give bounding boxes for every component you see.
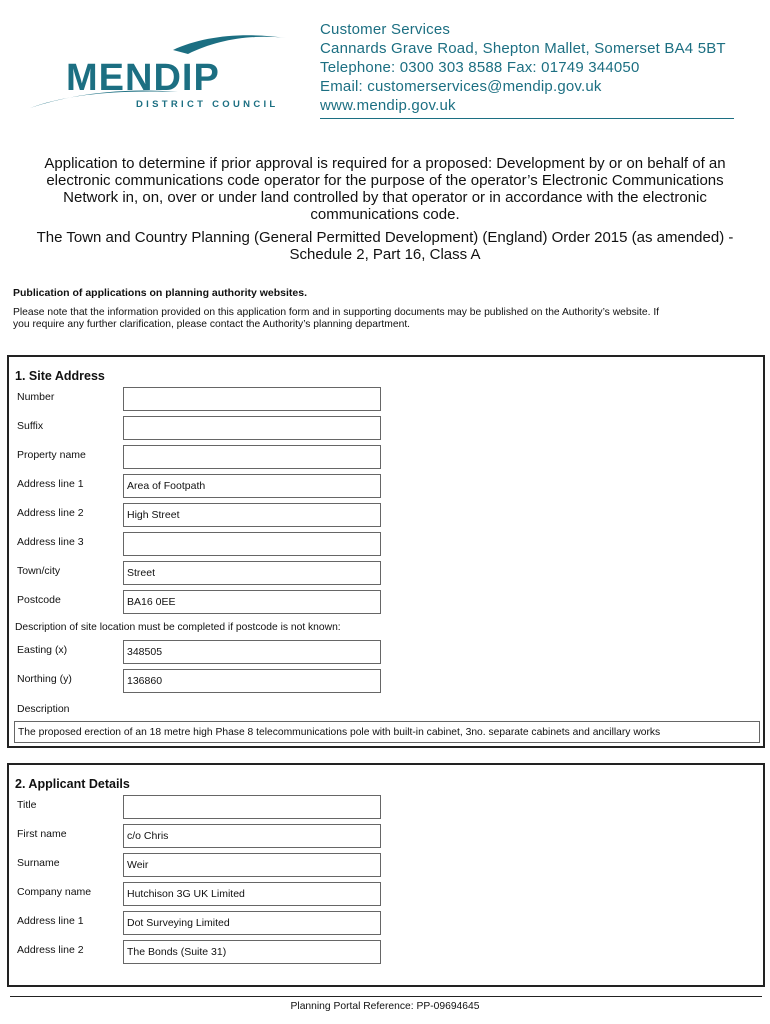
applicant-title-field[interactable]	[123, 795, 381, 819]
site-address-line1-field[interactable]: Area of Footpath	[123, 474, 381, 498]
location-note: Description of site location must be completed if postcode is not known:	[15, 622, 341, 633]
site-number-field[interactable]	[123, 387, 381, 411]
publication-heading: Publication of applications on planning authority websites.	[13, 287, 308, 299]
order-line: Schedule 2, Part 16, Class A	[289, 246, 481, 263]
field-label: Surname	[17, 857, 60, 869]
council-logo	[28, 30, 290, 114]
field-label: Suffix	[17, 420, 44, 432]
applicant-first-name-field[interactable]: c/o Chris	[123, 824, 381, 848]
field-label: First name	[17, 828, 67, 840]
field-label: Company name	[17, 886, 92, 898]
field-label: Number	[17, 391, 55, 403]
field-label: Address line 3	[17, 536, 84, 548]
order-reference	[14, 229, 756, 263]
publication-text	[13, 307, 758, 331]
site-description-field[interactable]: The proposed erection of an 18 metre high Phase 8 telecommunications pole with built-in cabinet, 3no. separate cabinets and ancillary works	[14, 721, 760, 743]
site-suffix-field[interactable]	[123, 416, 381, 440]
northing-field[interactable]: 136860	[123, 669, 381, 693]
field-label: Description	[17, 703, 70, 715]
applicant-surname-field[interactable]: Weir	[123, 853, 381, 877]
contact-divider	[320, 118, 734, 119]
mendip-swoosh-logo	[28, 30, 290, 114]
field-label: Postcode	[17, 594, 61, 606]
planning-portal-reference: Planning Portal Reference: PP-09694645	[290, 1001, 480, 1012]
site-postcode-field[interactable]: BA16 0EE	[123, 590, 381, 614]
site-property-name-field[interactable]	[123, 445, 381, 469]
order-line: The Town and Country Planning (General Permitted Development) (England) Order 2015 (as amended) -	[36, 229, 734, 246]
publication-text-line: Please note that the information provided on this application form and in supporting documents may be published on the Authority’s website. If	[13, 307, 660, 318]
application-title	[14, 155, 756, 223]
title-line: electronic communications code operator for the purpose of the operator’s Electronic Communications	[46, 172, 724, 189]
applicant-details-section	[7, 763, 765, 987]
applicant-address-line2-field[interactable]: The Bonds (Suite 31)	[123, 940, 381, 964]
field-label: Address line 2	[17, 507, 84, 519]
field-label: Easting (x)	[17, 644, 68, 656]
footer-divider	[10, 996, 762, 997]
applicant-company-field[interactable]: Hutchison 3G UK Limited	[123, 882, 381, 906]
site-address-line3-field[interactable]	[123, 532, 381, 556]
contact-department: Customer Services	[320, 21, 451, 38]
site-town-field[interactable]: Street	[123, 561, 381, 585]
field-label: Address line 1	[17, 478, 84, 490]
logo-wordmark: MENDIP	[66, 57, 220, 99]
site-address-section	[7, 355, 765, 748]
section-heading: 2. Applicant Details	[15, 777, 130, 791]
title-line: communications code.	[310, 206, 460, 223]
applicant-address-line1-field[interactable]: Dot Surveying Limited	[123, 911, 381, 935]
field-label: Title	[17, 799, 37, 811]
field-label: Town/city	[17, 565, 61, 577]
contact-website[interactable]: www.mendip.gov.uk	[320, 97, 456, 114]
site-address-line2-field[interactable]: High Street	[123, 503, 381, 527]
title-line: Application to determine if prior approval is required for a proposed: Development by or on behalf of an	[44, 155, 726, 172]
contact-block	[320, 20, 740, 115]
contact-email[interactable]: Email: customerservices@mendip.gov.uk	[320, 78, 602, 95]
logo-subtitle: DISTRICT COUNCIL	[136, 99, 279, 110]
section-heading: 1. Site Address	[15, 369, 105, 383]
contact-address: Cannards Grave Road, Shepton Mallet, Somerset BA4 5BT	[320, 40, 726, 57]
field-label: Northing (y)	[17, 673, 72, 685]
field-label: Property name	[17, 449, 86, 461]
field-label: Address line 2	[17, 944, 84, 956]
title-line: Network in, on, over or under land controlled by that operator or in accordance with the electronic	[63, 189, 707, 206]
field-label: Address line 1	[17, 915, 84, 927]
easting-field[interactable]: 348505	[123, 640, 381, 664]
contact-phone: Telephone: 0300 303 8588 Fax: 01749 344050	[320, 59, 640, 76]
publication-text-line: you require any further clarification, please contact the Authority’s planning department.	[13, 319, 411, 330]
